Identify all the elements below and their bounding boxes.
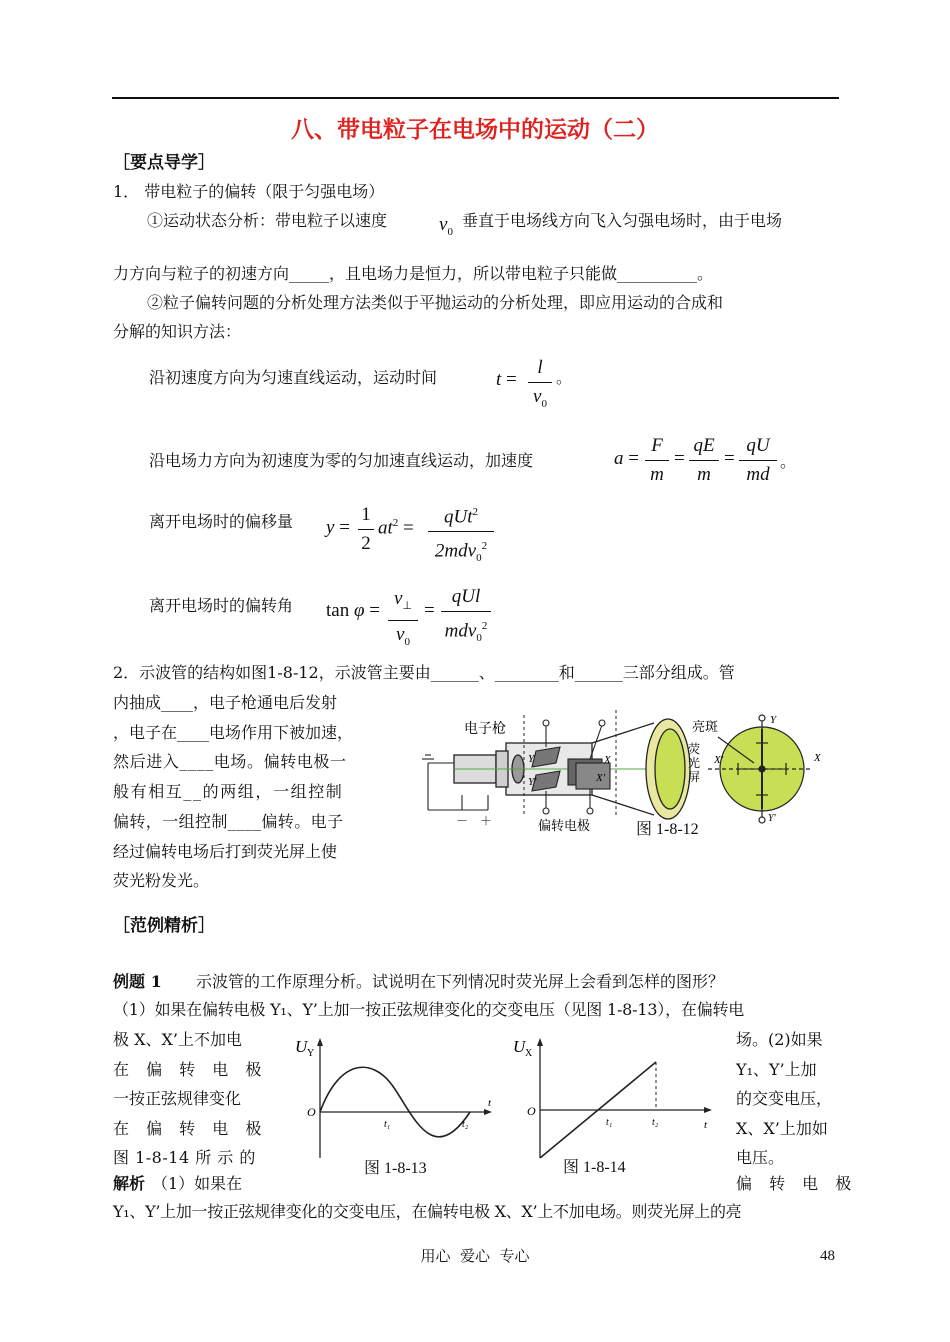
formula-time-lhs: t = xyxy=(496,369,517,390)
analysis-right: 偏 转 电 极 xyxy=(736,1174,858,1193)
graph13-sine-curve xyxy=(320,1067,470,1137)
formula-deflection-label: 离开电场时的偏移量 xyxy=(149,512,294,531)
right-line: 电压。 xyxy=(736,1148,785,1168)
label-plates: 偏转电极 xyxy=(538,819,591,834)
paragraph-2-line: 偏转，一组控制____偏转。电子 xyxy=(113,811,344,831)
analysis-label: 解析 xyxy=(113,1174,146,1193)
graph13-y-label: U xyxy=(295,1037,308,1056)
left-line: 一按正弦规律变化 xyxy=(113,1089,242,1109)
graph14-t-arrow xyxy=(704,1107,712,1113)
formula-angle-lhs: tan φ = xyxy=(326,600,380,621)
label-minus: － xyxy=(456,814,469,828)
label-plus: ＋ xyxy=(480,814,493,828)
paragraph-1b-line1: ②粒子偏转问题的分析处理方法类似于平抛运动的分析处理，即应用运动的合成和 xyxy=(147,293,724,312)
formula-acceleration-f-m: F m xyxy=(645,433,669,488)
screen-front-view xyxy=(708,715,810,823)
figure-oscilloscope-tube xyxy=(418,705,830,845)
analysis-line-2: Y₁、Y’上加一按正弦规律变化的交变电压，在偏转电极 X、X’上不加电场。则荧光屏上的亮 xyxy=(113,1202,742,1221)
graph14-t-label: t xyxy=(704,1119,708,1131)
formula-time-fraction: l $v_0$ xyxy=(528,355,552,417)
paragraph-2-wrapped-text xyxy=(113,688,397,896)
paragraph-2-line: 荧光粉发光。 xyxy=(113,871,210,891)
formula-acceleration-lhs: a = xyxy=(614,448,639,469)
formula-acceleration-eq2: = xyxy=(674,448,685,469)
left-line: 在 偏 转 电 极 xyxy=(113,1059,268,1079)
paragraph-1a-line2: 力方向与粒子的初速方向_____，且电场力是恒力，所以带电粒子只能做__________。 xyxy=(113,264,714,283)
section-heading-examples: ［范例精析］ xyxy=(113,916,215,936)
label-screen-2: 光 xyxy=(688,756,701,770)
label-x-plate: X xyxy=(604,754,611,766)
right-line: X、X’上加如 xyxy=(736,1118,828,1138)
graph13-t-arrow xyxy=(484,1109,492,1115)
paragraph-1-heading: 1． 带电粒子的偏转（限于匀强电场） xyxy=(113,182,385,201)
graph-1-8-13 xyxy=(292,1030,502,1170)
label-xp-plate: X' xyxy=(596,772,606,784)
label-spot: 亮斑 xyxy=(692,720,719,735)
graph13-t1: t₁ xyxy=(384,1119,391,1130)
graph13-t2: t₂ xyxy=(462,1119,469,1130)
graph-1-8-14 xyxy=(510,1030,725,1170)
paragraph-2-line: 内抽成____，电子枪通电后发射 xyxy=(113,693,338,712)
graph14-origin: O xyxy=(527,1104,536,1118)
graph13-caption: 图 1-8-13 xyxy=(364,1160,427,1177)
example-question: 示波管的工作原理分析。试说明在下列情况时荧光屏上会看到怎样的图形？ xyxy=(196,972,725,991)
graph14-caption: 图 1-8-14 xyxy=(563,1159,626,1176)
formula-angle-fraction: qUl mdv$_0^2$ xyxy=(441,584,491,651)
graph14-y-sub: X xyxy=(525,1048,533,1059)
graph13-y-arrow xyxy=(317,1038,323,1046)
paragraph-2-line: 经过偏转电场后打到荧光屏上使 xyxy=(113,841,338,861)
formula-time-label: 沿初速度方向为匀速直线运动，运动时间 xyxy=(149,368,438,387)
graph14-y-arrow xyxy=(537,1038,543,1046)
example-part-1: （1）如果在偏转电极 Y₁、Y’上加一按正弦规律变化的交变电压（见图 1-8-13），在偏转电 xyxy=(113,1000,745,1019)
paragraph-2-line: ，电子在____电场作用下被加速， xyxy=(113,722,354,742)
formula-angle-label: 离开电场时的偏转角 xyxy=(149,596,294,615)
formula-angle-ratio: $v_\perp$ $v_0$ xyxy=(388,586,418,655)
right-line: 的交变电压， xyxy=(736,1089,833,1109)
page-title: 八、带电粒子在电场中的运动（二） xyxy=(291,117,659,143)
label-screen-y: Y xyxy=(770,714,777,726)
left-line: 极 X、X’上不加电 xyxy=(113,1030,242,1049)
formula-acceleration-qe-m: qE m xyxy=(689,433,719,488)
example-left-column xyxy=(113,1025,281,1173)
paragraph-2-line1: 2．示波管的结构如图1-8-12，示波管主要由______、________和______三部分组成。管 xyxy=(113,663,735,682)
graph14-t1: t₁ xyxy=(606,1117,613,1128)
left-line: 图 1-8-14 所 示 的 xyxy=(113,1148,256,1168)
section-heading-key-points: ［要点导学］ xyxy=(113,153,215,173)
graph14-t2: t₂ xyxy=(652,1117,659,1128)
graph13-y-sub: Y xyxy=(307,1048,315,1059)
figure-12-caption: 图 1-8-12 xyxy=(636,821,699,838)
label-screen-3: 屏 xyxy=(688,770,701,784)
formula-time-period: 。 xyxy=(556,368,573,387)
formula-acceleration-qu-md: qU md xyxy=(739,433,777,488)
v0-symbol: $v_0$ xyxy=(439,214,453,238)
formula-deflection-fraction: qUt$^2$ 2mdv$_0^2$ xyxy=(428,499,494,571)
label-y-plate: Y xyxy=(528,753,535,765)
label-screen-1: 荧 xyxy=(688,742,701,756)
paragraph-2-line: 般有相互__的两组，一组控制 xyxy=(113,782,344,802)
right-line: Y₁、Y’上加 xyxy=(736,1059,817,1079)
right-line: 场。(2)如果 xyxy=(736,1030,823,1049)
example-right-column xyxy=(736,1025,840,1173)
graph14-y-label: U xyxy=(513,1037,526,1056)
formula-acceleration-period: 。 xyxy=(780,452,797,471)
page-number: 48 xyxy=(820,1248,835,1264)
graph13-t-label: t xyxy=(488,1097,492,1109)
graph13-origin: O xyxy=(307,1105,316,1119)
analysis-start: （1）如果在 xyxy=(152,1174,243,1193)
label-electron-gun: 电子枪 xyxy=(464,721,506,737)
formula-deflection-lhs: y = xyxy=(326,517,350,538)
paragraph-1a-start: ①运动状态分析：带电粒子以速度 xyxy=(147,211,388,230)
label-screen-yp: Y' xyxy=(768,813,776,824)
formula-acceleration-label: 沿电场力方向为初速度为零的匀加速直线运动，加速度 xyxy=(149,451,534,470)
formula-deflection-at2: $at^2$ = xyxy=(378,517,414,539)
paragraph-1b-line2: 分解的知识方法： xyxy=(113,322,242,341)
header-rule xyxy=(112,97,839,99)
paragraph-1a-end: 垂直于电场线方向飞入匀强电场时，由于电场 xyxy=(462,211,783,230)
label-screen-xp: X' xyxy=(714,754,724,766)
label-yp-plate: Y' xyxy=(528,776,537,788)
label-screen-x: X xyxy=(814,752,821,764)
footer-motto: 用心 爱心 专心 xyxy=(420,1247,530,1265)
example-label: 例题 1 xyxy=(113,972,162,991)
formula-acceleration-eq3: = xyxy=(724,448,735,469)
left-line: 在 偏 转 电 极 xyxy=(113,1118,268,1138)
formula-deflection-half: 1 2 xyxy=(358,502,374,557)
paragraph-2-line: 然后进入____电场。偏转电极一 xyxy=(113,752,347,772)
formula-angle-eq2: = xyxy=(424,600,435,621)
